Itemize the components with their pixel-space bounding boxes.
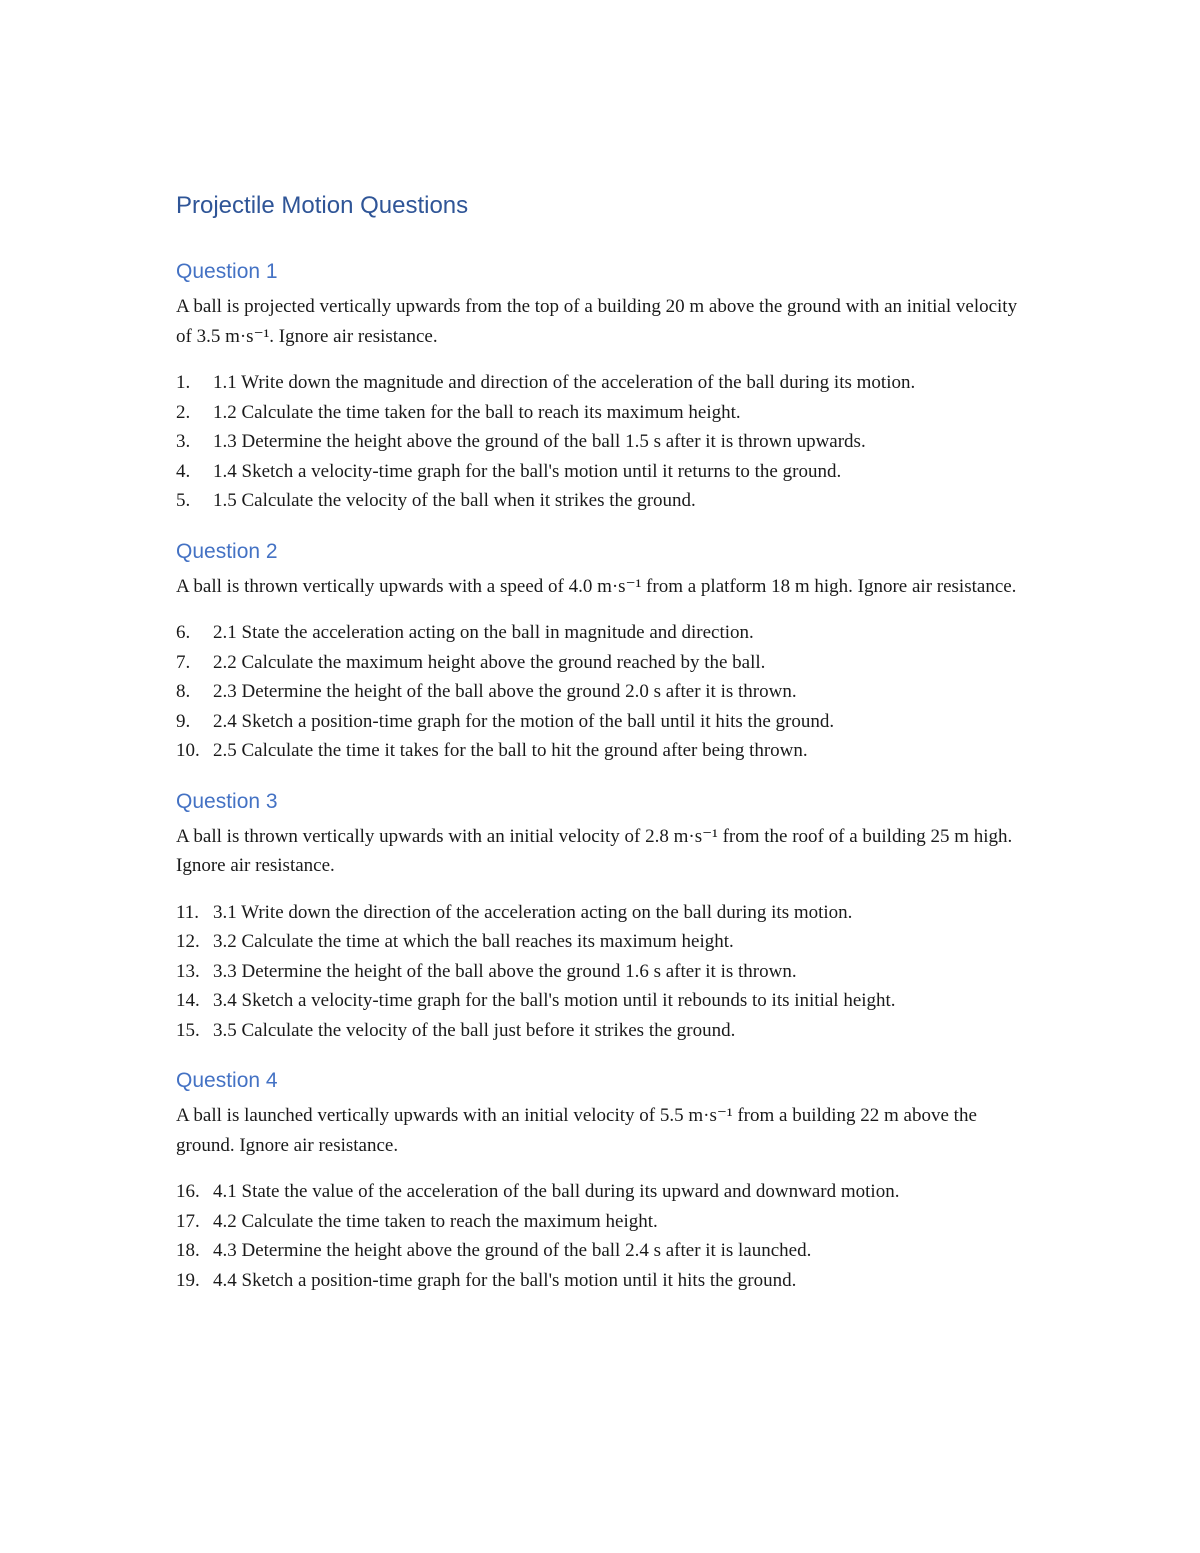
list-item-number: 9. xyxy=(176,710,191,732)
list-item xyxy=(176,927,1036,957)
question-2-section xyxy=(176,538,1036,766)
list-item xyxy=(176,677,1036,707)
question-4-text: A ball is launched vertically upwards with an initial velocity of 5.5 m·s⁻¹ from a building 22 m above the ground. Ignore air resistance. xyxy=(176,1105,977,1156)
list-item-number: 17. xyxy=(176,1210,200,1232)
list-item-text: 2.1 State the acceleration acting on the ball in magnitude and direction. xyxy=(213,622,754,643)
list-item-text: 4.2 Calculate the time taken to reach the maximum height. xyxy=(213,1210,658,1232)
page-title: Projectile Motion Questions xyxy=(176,192,469,219)
list-item xyxy=(176,486,1036,516)
question-1-text: A ball is projected vertically upwards from the top of a building 20 m above the ground with an initial velocity of 3.5 m·s⁻¹. Ignore air resistance. xyxy=(176,296,1018,347)
list-item xyxy=(176,1207,1036,1237)
list-item-number: 7. xyxy=(176,651,191,673)
list-item-number: 3. xyxy=(176,431,191,452)
question-3-list xyxy=(176,898,1036,1046)
question-3-section xyxy=(176,788,1036,1046)
question-2-heading: Question 2 xyxy=(176,539,278,563)
list-item-text: 4.1 State the value of the acceleration of the ball during its upward and downward motion. xyxy=(213,1181,900,1202)
list-item-number: 13. xyxy=(176,960,200,982)
question-3-heading: Question 3 xyxy=(176,789,278,813)
list-item-text: 3.2 Calculate the time at which the ball reaches its maximum height. xyxy=(213,931,734,952)
list-item-number: 1. xyxy=(176,372,191,393)
list-item-number: 16. xyxy=(176,1181,200,1202)
question-1-list xyxy=(176,368,1036,516)
list-item-number: 10. xyxy=(176,740,200,761)
list-item-number: 6. xyxy=(176,622,191,643)
list-item xyxy=(176,1016,1036,1046)
list-item xyxy=(176,618,1036,648)
list-item-number: 18. xyxy=(176,1240,200,1261)
list-item xyxy=(176,457,1036,487)
list-item xyxy=(176,707,1036,737)
question-4-section xyxy=(176,1067,1036,1295)
list-item-number: 11. xyxy=(176,901,200,923)
question-1-heading: Question 1 xyxy=(176,260,278,283)
question-1-section xyxy=(176,258,1036,516)
list-item-text: 3.3 Determine the height of the ball above the ground 1.6 s after it is thrown. xyxy=(213,960,797,982)
list-item-number: 15. xyxy=(176,1019,200,1041)
list-item-text: 1.4 Sketch a velocity-time graph for the ball's motion until it returns to the ground. xyxy=(213,460,842,482)
list-item xyxy=(176,398,1036,428)
list-item-text: 2.2 Calculate the maximum height above the ground reached by the ball. xyxy=(213,651,766,673)
list-item-text: 1.1 Write down the magnitude and direction of the acceleration of the ball during its motion. xyxy=(213,372,916,393)
list-item-text: 1.5 Calculate the velocity of the ball when it strikes the ground. xyxy=(213,490,696,511)
list-item-text: 2.3 Determine the height of the ball above the ground 2.0 s after it is thrown. xyxy=(213,681,797,702)
question-4-heading: Question 4 xyxy=(176,1069,278,1092)
list-item xyxy=(176,736,1036,766)
question-2-list xyxy=(176,618,1036,766)
list-item-text: 2.5 Calculate the time it takes for the ball to hit the ground after being thrown. xyxy=(213,740,808,761)
list-item-number: 4. xyxy=(176,460,191,482)
question-4-list xyxy=(176,1177,1036,1295)
list-item xyxy=(176,368,1036,398)
list-item-number: 2. xyxy=(176,401,191,423)
list-item xyxy=(176,1266,1036,1296)
list-item xyxy=(176,957,1036,987)
document-page xyxy=(176,190,1036,1317)
list-item-number: 19. xyxy=(176,1269,200,1291)
list-item xyxy=(176,898,1036,928)
list-item-text: 2.4 Sketch a position-time graph for the motion of the ball until it hits the ground. xyxy=(213,710,835,732)
list-item-text: 1.3 Determine the height above the ground of the ball 1.5 s after it is thrown upwards. xyxy=(213,431,866,452)
list-item-number: 8. xyxy=(176,681,191,702)
question-2-text: A ball is thrown vertically upwards with a speed of 4.0 m·s⁻¹ from a platform 18 m high. Ignore air resistance. xyxy=(176,575,1017,597)
list-item-text: 3.4 Sketch a velocity-time graph for the ball's motion until it rebounds to its initial height. xyxy=(213,990,896,1011)
list-item xyxy=(176,1177,1036,1207)
list-item-text: 4.4 Sketch a position-time graph for the ball's motion until it hits the ground. xyxy=(213,1269,797,1291)
list-item xyxy=(176,427,1036,457)
list-item-number: 5. xyxy=(176,490,191,511)
list-item xyxy=(176,648,1036,678)
list-item-text: 3.5 Calculate the velocity of the ball just before it strikes the ground. xyxy=(213,1019,736,1041)
question-3-text: A ball is thrown vertically upwards with an initial velocity of 2.8 m·s⁻¹ from the roof of a building 25 m high. Ignore air resistance. xyxy=(176,825,1013,876)
list-item-number: 14. xyxy=(176,990,200,1011)
list-item xyxy=(176,986,1036,1016)
list-item xyxy=(176,1236,1036,1266)
list-item-text: 1.2 Calculate the time taken for the ball to reach its maximum height. xyxy=(213,401,741,423)
list-item-text: 4.3 Determine the height above the ground of the ball 2.4 s after it is launched. xyxy=(213,1240,812,1261)
list-item-text: 3.1 Write down the direction of the acceleration acting on the ball during its motion. xyxy=(213,901,853,923)
list-item-number: 12. xyxy=(176,931,200,952)
